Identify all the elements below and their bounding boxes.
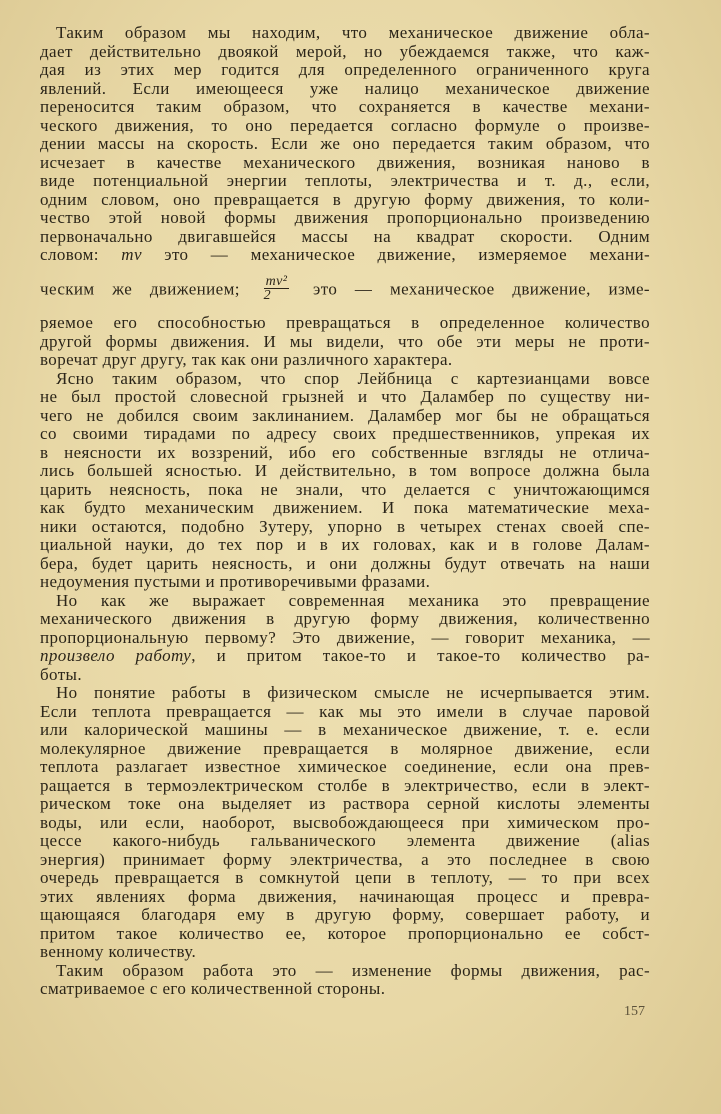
text-line: рическом токе она выделяет из раствора серной кислоты элементы — [40, 794, 650, 813]
text-line: явлений. Если имеющееся уже налицо механическое движение — [40, 78, 650, 98]
page-number: 157 — [624, 1004, 645, 1019]
text-line: Таким образом мы находим, что механическое движение обла- — [56, 23, 650, 42]
text-line: этих явлениях форма движения, начинающая процесс и превра- — [40, 886, 650, 906]
text-line: со своими тирадами по адресу своих предшественников, упрекая их — [40, 424, 650, 443]
text-line: не был простой словесной грызней и что Даламбер по существу ни- — [40, 387, 650, 406]
fraction-denominator: 2 — [263, 287, 271, 303]
text-line: царить неясность, пока не знали, что делается с уничтожающимся — [40, 479, 650, 499]
text-line: пропорциональную первому? Это движение, — говорит механика, — — [40, 627, 650, 647]
text-line: молекулярное движение превращается в молярное движение, если — [40, 738, 650, 758]
text-line: Если теплота превращается — как мы это имели в случае паровой — [40, 701, 650, 721]
text-line: дает действительно двоякой мерой, но убеждаемся также, что каж- — [40, 41, 650, 61]
text-line: теплота разлагает известное химическое соединение, если она прев- — [40, 757, 650, 776]
text-segment: ческим же движением; — [40, 278, 258, 298]
paragraph — [40, 962, 650, 999]
paragraph — [40, 24, 650, 370]
italic-text: mv — [121, 245, 142, 264]
text-line: лись большей ясностью. И действительно, в том вопросе должна была — [40, 461, 650, 480]
text-line: другой формы движения. И мы видели, что обе эти меры не проти- — [40, 331, 650, 351]
text-line: виде потенциальной энергии теплоты, электричества и т. д., если, — [40, 171, 650, 190]
text-line: сматриваемое с его количественной стороны. — [40, 979, 386, 998]
text-line: Но как же выражает современная механика это превращение — [56, 590, 650, 610]
text-line — [40, 647, 650, 666]
text-line: исчезает в качестве механического движения, возникая наново в — [40, 152, 650, 172]
fraction-formula — [264, 275, 290, 302]
paragraph — [40, 684, 650, 962]
text-line — [40, 273, 650, 303]
fraction-numerator: mv² — [265, 273, 288, 289]
text-line: притом такое количество ее, которое пропорционально ее собст- — [40, 923, 650, 943]
text-line: первоначально двигавшейся массы на квадрат скорости. Одним — [40, 226, 650, 246]
text-line: или калорической машины — в механическое движение, т. е. если — [40, 720, 650, 739]
text-segment: словом: — [40, 245, 122, 264]
body-text — [40, 24, 650, 999]
text-line: циальной науки, до тех пор и в их головах, как и в голове Далам- — [40, 535, 650, 554]
text-line: бера, будет царить неясность, и они должны будут отвечать на наши — [40, 553, 650, 573]
text-line: в неясности их воззрений, ибо его собственные взгляды не отлича- — [40, 442, 650, 462]
text-segment: это — механическое движение, измеряемое механи- — [141, 245, 650, 264]
text-line: ращается в термоэлектрическом столбе в электричество, если в элект- — [40, 775, 650, 795]
text-line: ческого движения, то оно передается согласно формуле о произве- — [40, 115, 650, 135]
text-line: воды, или если, наоборот, высвобождающееся при химическом про- — [40, 812, 650, 832]
text-line: дении массы на скорость. Если же оно передается таким образом, что — [40, 134, 650, 153]
text-line: цессе какого-нибудь гальванического элемента движение (alias — [40, 831, 650, 850]
text-line: боты. — [40, 664, 83, 684]
text-line: чество этой новой формы движения пропорционально произведению — [40, 208, 650, 227]
text-line: ряемое его способностью превращаться в определенное количество — [40, 313, 650, 332]
text-line: недоумения пустыми и противоречивыми фразами. — [40, 572, 431, 591]
text-line: одним словом, оно превращается в другую форму движения, то коли- — [40, 189, 650, 209]
text-line — [40, 246, 650, 265]
text-line: энергия) принимает форму электричества, а это последнее в свою — [40, 849, 650, 869]
text-line: Таким образом работа это — изменение формы движения, рас- — [56, 960, 650, 980]
text-line: ники остаются, подобно Зутеру, упорно в четырех стенах своей спе- — [40, 516, 650, 536]
text-line: механического движения в другую форму движения, количественно — [40, 609, 650, 628]
text-line: щающаяся благодаря ему в другую форму, совершает работу, и — [40, 905, 650, 924]
text-line: венному количеству. — [40, 942, 197, 961]
text-line: Но понятие работы в физическом смысле не исчерпывается этим. — [56, 683, 650, 702]
text-line: чего не добился своим заклинанием. Даламбер мог бы не обращаться — [40, 405, 650, 425]
text-line: дая из этих мер годится для определенного ограниченного круга — [40, 60, 650, 79]
paragraph — [40, 370, 650, 592]
text-line: Ясно таким образом, что спор Лейбница с картезианцами вовсе — [56, 368, 650, 388]
text-line: как будто механическим движением. И пока математические меха- — [40, 498, 650, 517]
text-line: переносится таким образом, что сохраняется в качестве механи- — [40, 97, 650, 116]
paragraph — [40, 592, 650, 685]
italic-text: произвело работу — [40, 646, 192, 665]
text-segment: , и притом такое-то и такое-то количество ра- — [191, 646, 650, 665]
text-line: воречат друг другу, так как они различного характера. — [40, 350, 453, 369]
text-segment: это — механическое движение, изме- — [295, 278, 650, 298]
text-line: очередь превращается в сомкнутой цепи в теплоту, — то при всех — [40, 868, 650, 887]
